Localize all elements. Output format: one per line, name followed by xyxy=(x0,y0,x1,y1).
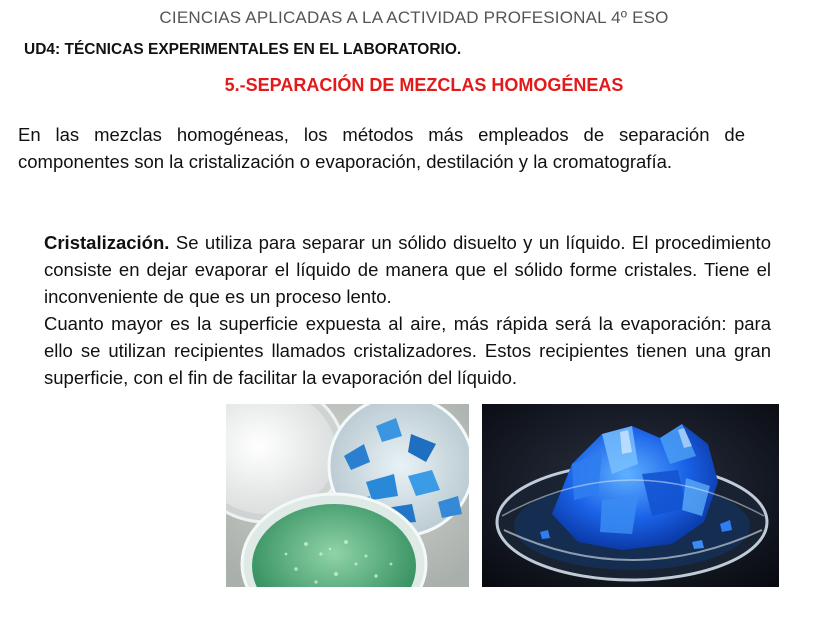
crystallization-section xyxy=(44,229,771,391)
unit-title: UD4: TÉCNICAS EXPERIMENTALES EN EL LABORATORIO. xyxy=(24,41,462,58)
crystallization-paragraph-1 xyxy=(44,229,771,310)
copper-sulfate-crystal-dish-photo xyxy=(482,404,779,587)
crystals-petri-dishes-photo xyxy=(226,404,469,587)
crystallization-term: Cristalización. xyxy=(44,232,170,253)
intro-paragraph: En las mezclas homogéneas, los métodos más empleados de separación de componentes son la cristalización o evaporación, destilación y la cromatografía. xyxy=(18,124,745,172)
crystallization-text-1: Se utiliza para separar un sólido disuelto y un líquido. El procedimiento consiste en dejar evaporar el líquido de manera que el sólido forme cristales. Tiene el inconveniente de que es un proceso lento. xyxy=(44,232,771,307)
crystallization-paragraph-2: Cuanto mayor es la superficie expuesta al aire, más rápida será la evaporación: para ello se utilizan recipientes llamados cristalizadores. Estos recipientes tienen una gran superficie, con el fin de facilitar la evaporación del líquido. xyxy=(44,313,771,388)
section-title: 5.-SEPARACIÓN DE MEZCLAS HOMOGÉNEAS xyxy=(224,75,624,95)
course-header: CIENCIAS APLICADAS A LA ACTIVIDAD PROFESIONAL 4º ESO xyxy=(159,8,669,27)
